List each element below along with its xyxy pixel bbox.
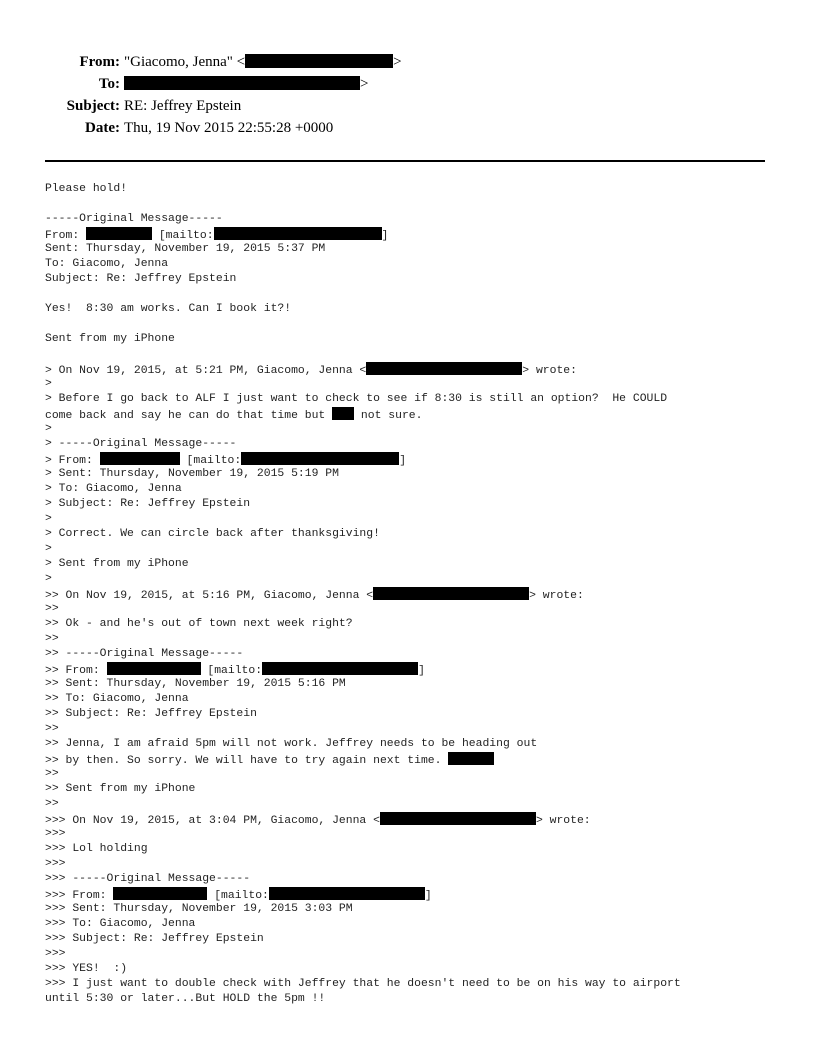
line-text: > wrote:	[522, 365, 577, 377]
line-text: [mailto:	[179, 455, 242, 467]
body-line	[45, 227, 785, 242]
line-text: > wrote:	[529, 590, 584, 602]
line-text: not sure.	[354, 410, 423, 422]
date-label: Date:	[85, 120, 120, 136]
body-line	[45, 587, 785, 602]
line-text: > wrote:	[535, 815, 591, 827]
body-line: > Subject: Re: Jeffrey Epstein	[45, 498, 251, 510]
body-line: -----Original Message-----	[45, 213, 223, 225]
redaction-bar	[269, 887, 425, 900]
header-to-row	[0, 76, 816, 96]
line-text: ]	[381, 230, 389, 242]
body-line: Subject: Re: Jeffrey Epstein	[45, 273, 237, 285]
body-line: >>	[45, 633, 59, 645]
body-line: >>	[45, 768, 59, 780]
line-text: ]	[418, 665, 425, 677]
body-line: >>	[45, 603, 59, 615]
header-subject-row	[0, 98, 816, 118]
body-line: >>> To: Giacomo, Jenna	[45, 918, 196, 930]
body-line: > To: Giacomo, Jenna	[45, 483, 182, 495]
subject-label: Subject:	[66, 98, 120, 114]
from-value	[124, 54, 402, 71]
body-line: > Before I go back to ALF I just want to check to see if 8:30 is still an option? He COULD	[45, 393, 668, 405]
header-date-row	[0, 120, 816, 140]
body-line: >> Sent from my iPhone	[45, 783, 196, 795]
body-line: Sent from my iPhone	[45, 333, 175, 345]
body-line: >> Subject: Re: Jeffrey Epstein	[45, 708, 257, 720]
body-line: >> To: Giacomo, Jenna	[45, 693, 189, 705]
body-line: >>>	[45, 858, 66, 870]
line-text: >> From:	[45, 665, 107, 677]
body-line: >> Jenna, I am afraid 5pm will not work. Jeffrey needs to be heading out	[45, 738, 538, 750]
body-line: Yes! 8:30 am works. Can I book it?!	[45, 303, 292, 315]
from-label: From:	[79, 54, 120, 70]
body-line: >>> -----Original Message-----	[45, 873, 251, 885]
body-line: To: Giacomo, Jenna	[45, 258, 169, 270]
body-line: >>> Subject: Re: Jeffrey Epstein	[45, 933, 264, 945]
body-line: >>> Lol holding	[45, 843, 148, 855]
body-line: > Sent: Thursday, November 19, 2015 5:19 PM	[45, 468, 339, 480]
body-line: >	[45, 378, 52, 390]
body-line	[45, 752, 785, 767]
line-text: come back and say he can do that time but	[45, 410, 333, 422]
body-line: >	[45, 543, 52, 555]
line-text: ]	[424, 890, 432, 902]
redaction-bar	[373, 587, 529, 600]
redaction-bar	[262, 662, 418, 675]
to-close: >	[360, 76, 369, 92]
blank-line	[45, 197, 785, 212]
body-line	[45, 812, 785, 827]
redaction-bar	[380, 812, 536, 825]
body-line	[45, 362, 785, 377]
body-line: > Correct. We can circle back after thanksgiving!	[45, 528, 380, 540]
body-line: >	[45, 513, 52, 525]
line-text: >> On Nov 19, 2015, at 5:16 PM, Giacomo, Jenna <	[45, 590, 374, 602]
body-line	[45, 407, 785, 422]
redaction-bar	[366, 362, 522, 375]
body-line: >>	[45, 723, 59, 735]
line-text: [mailto:	[152, 230, 214, 242]
body-line: >	[45, 573, 52, 585]
redaction-bar	[241, 452, 399, 465]
body-line: > Sent from my iPhone	[45, 558, 189, 570]
line-text: >>> On Nov 19, 2015, at 3:04 PM, Giacomo, Jenna <	[45, 815, 380, 827]
body-line	[45, 452, 785, 467]
body-line: Please hold!	[45, 183, 128, 195]
redaction-bar	[214, 227, 382, 240]
body-line: until 5:30 or later...But HOLD the 5pm !!	[45, 993, 326, 1005]
body-line	[45, 662, 785, 677]
line-text: [mailto:	[207, 890, 269, 902]
line-text: ]	[399, 455, 407, 467]
redaction-bar	[448, 752, 494, 765]
to-label: To:	[98, 76, 120, 92]
redaction-bar	[124, 76, 360, 90]
body-line: >>	[45, 798, 59, 810]
body-line: >> Sent: Thursday, November 19, 2015 5:16 PM	[45, 678, 346, 690]
from-close: >	[393, 54, 402, 70]
body-line: >> Ok - and he's out of town next week right?	[45, 618, 353, 630]
line-text: > On Nov 19, 2015, at 5:21 PM, Giacomo, Jenna <	[45, 365, 367, 377]
body-line: >>>	[45, 948, 66, 960]
redaction-bar	[100, 452, 180, 465]
body-line: >	[45, 423, 52, 435]
redaction-bar	[245, 54, 393, 68]
line-text: From:	[45, 230, 87, 242]
body-line: > -----Original Message-----	[45, 438, 237, 450]
redaction-bar	[107, 662, 201, 675]
line-text: >>> From:	[45, 890, 114, 902]
body-line	[45, 887, 785, 902]
line-text: >> by then. So sorry. We will have to try again next time.	[45, 755, 449, 767]
redaction-bar	[332, 407, 354, 420]
date-value: Thu, 19 Nov 2015 22:55:28 +0000	[124, 120, 334, 136]
header-divider	[45, 160, 765, 162]
body-line: >>> YES! :)	[45, 963, 128, 975]
header-from-row	[0, 54, 816, 74]
redaction-bar	[86, 227, 152, 240]
body-line: >>> I just want to double check with Jeffrey that he doesn't need to be on his way to airport	[45, 978, 681, 990]
blank-line	[45, 317, 785, 332]
subject-value: RE: Jeffrey Epstein	[124, 98, 242, 114]
blank-line	[45, 347, 785, 362]
line-text: > From:	[45, 455, 100, 467]
redaction-bar	[113, 887, 207, 900]
body-line: Sent: Thursday, November 19, 2015 5:37 PM	[45, 243, 326, 255]
to-value	[124, 76, 368, 93]
body-line: >>> Sent: Thursday, November 19, 2015 3:03 PM	[45, 903, 353, 915]
line-text: [mailto:	[200, 665, 263, 677]
email-body	[45, 182, 785, 1007]
body-line: >>>	[45, 828, 66, 840]
body-line: >> -----Original Message-----	[45, 648, 244, 660]
blank-line	[45, 287, 785, 302]
from-name: "Giacomo, Jenna" <	[124, 54, 246, 70]
